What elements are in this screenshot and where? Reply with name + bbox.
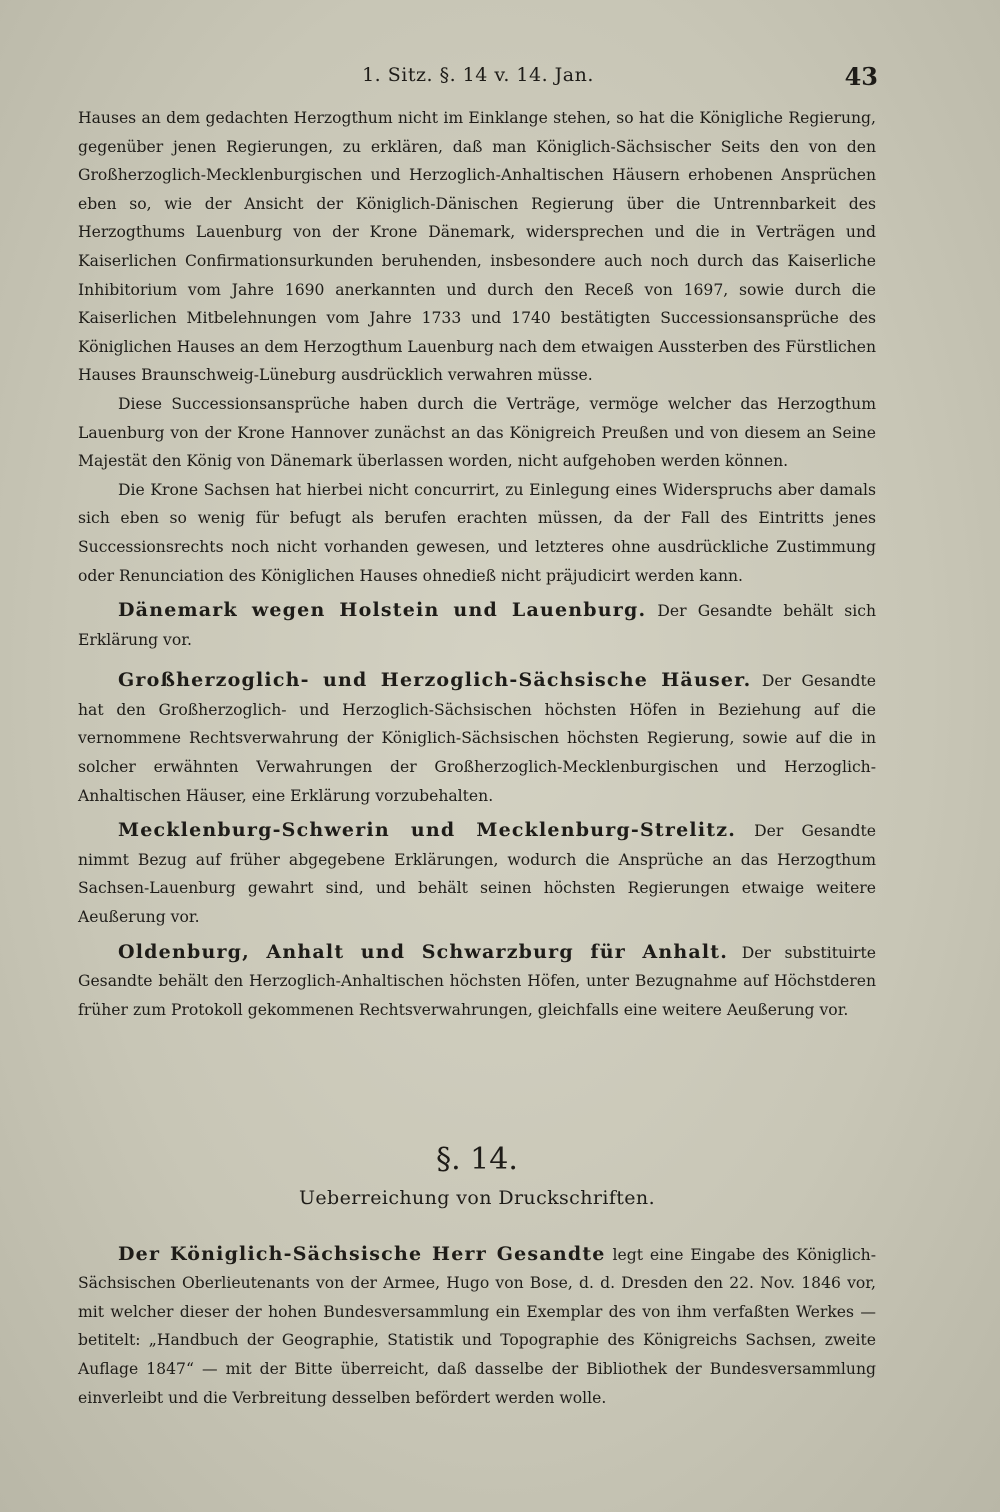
paragraph-druckschriften xyxy=(78,1240,876,1413)
paragraph-krone-sachsen xyxy=(78,476,876,590)
paragraph-text: Diese Successionsansprüche haben durch die Verträge, vermöge welcher das Herzogthum Lauenburg von der Krone Hannover zunächst an das Königreich Preußen und von diesem an Seine Majestät den König von Dänemark überlassen worden, nicht aufgehoben werden können. xyxy=(78,394,876,471)
paragraph-continuation xyxy=(78,104,876,390)
paragraph-text: Der Gesandte hat den Großherzoglich- und Herzoglich-Sächsischen höchsten Höfen in Beziehung auf die vernommene Rechtsverwahrung der Königlich-Sächsischen höchsten Regierung, sowie auf die in solcher erwähnten Verwahrungen der Großherzoglich-Mecklenburgischen und Herzoglich-Anhaltischen Häuser, eine Erklärung vorzubehalten. xyxy=(78,672,876,805)
page-header xyxy=(78,64,878,94)
section-number: §. 14. xyxy=(436,1142,518,1177)
paragraph-saechsische-haeuser xyxy=(78,666,876,810)
paragraph-daenemark xyxy=(78,596,876,654)
page-number: 43 xyxy=(844,62,878,91)
paragraph-text: Hauses an dem gedachten Herzogthum nicht im Einklange stehen, so hat die Königliche Regierung, gegenüber jenen Regierungen, zu erklären, daß man Königlich-Sächsischer Seits den von den Großherzoglich-Mecklenburgischen und Herzoglich-Anhaltischen Häusern erhobenen Ansprüchen eben so, wie der Ansicht der Königlich-Dänischen Regierung über die Untrennbarkeit des Herzogthums Lauenburg von der Krone Dänemark, widersprechen und die in Verträgen und Kaiserlichen Confirmationsurkunden beruhenden, insbesondere auch noch durch das Kaiserliche Inhibitorium vom Jahre 1690 anerkannten und durch den Receß von 1697, sowie durch die Kaiserlichen Mitbelehnungen vom Jahre 1733 und 1740 bestätigten Successionsansprüche des Königlichen Hauses an dem Herzogthum Lauenburg nach dem etwaigen Aussterben des Fürstlichen Hauses Braunschweig-Lüneburg ausdrücklich verwahren müsse. xyxy=(78,109,876,385)
paragraph-mecklenburg xyxy=(78,816,876,931)
paragraph-text: Der Gesandte behält sich Erklärung vor. xyxy=(78,602,876,649)
paragraph-lead: Dänemark wegen Holstein und Lauenburg. xyxy=(118,599,647,622)
section-body xyxy=(78,1224,876,1428)
paragraph-text: Der substituirte Gesandte behält den Herzoglich-Anhaltischen höchsten Höfen, unter Bezugnahme auf Höchstderen früher zum Protokoll gekommenen Rechtsverwahrungen, gleichfalls eine weitere Aeußerung vor. xyxy=(78,943,876,1019)
paragraph-succession xyxy=(78,390,876,476)
paragraph-oldenburg xyxy=(78,938,876,1025)
running-head: 1. Sitz. §. 14 v. 14. Jan. xyxy=(362,64,594,86)
paragraph-text: Die Krone Sachsen hat hierbei nicht concurrirt, zu Einlegung eines Widerspruchs aber damals sich eben so wenig für befugt als berufen erachten müssen, da der Fall des Eintritts jenes Successionsrechts noch nicht vorhanden gewesen, und letzteres ohne ausdrückliche Zustimmung oder Renunciation des Königlichen Hauses ohnedieß nicht präjudicirt werden kann. xyxy=(78,480,876,585)
section-title: Ueberreichung von Druckschriften. xyxy=(298,1187,656,1209)
paragraph-text: Der Gesandte nimmt Bezug auf früher abgegebene Erklärungen, wodurch die Ansprüche an das Herzogthum Sachsen-Lauenburg gewahrt sind, und behält seinen höchsten Regierungen etwaige weitere Aeußerung vor. xyxy=(78,822,876,927)
body-text xyxy=(78,104,876,1024)
paragraph-text: legt eine Eingabe des Königlich-Sächsischen Oberlieutenants von der Armee, Hugo von Bose, d. d. Dresden den 22. Nov. 1846 vor, mit welcher dieser der hohen Bundesversammlung ein Exemplar des von ihm verfaßten Werkes — betitelt: „Handbuch der Geographie, Statistik und Topographie des Königreichs Sachsen, zweite Auflage 1847“ — mit der Bitte überreicht, daß dasselbe der Bibliothek der Bundesversammlung einverleibt und die Verbreitung desselben befördert werden wolle. xyxy=(78,1245,876,1407)
paragraph-lead: Mecklenburg-Schwerin und Mecklenburg-Strelitz. xyxy=(118,819,737,842)
paragraph-lead: Oldenburg, Anhalt und Schwarzburg für Anhalt. xyxy=(118,940,729,963)
paragraph-lead: Großherzoglich- und Herzoglich-Sächsische Häuser. xyxy=(118,669,752,692)
paragraph-lead: Der Königlich-Sächsische Herr Gesandte xyxy=(118,1242,606,1265)
